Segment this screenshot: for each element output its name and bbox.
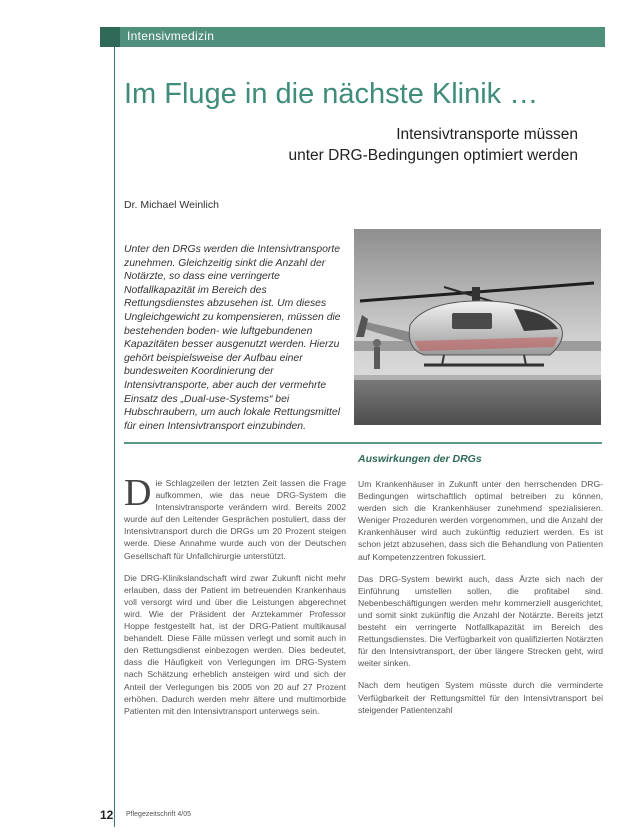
- section-header-marker: [100, 27, 120, 47]
- journal-name: Pflegezeitschrift 4/05: [126, 811, 191, 818]
- abstract: Unter den DRGs werden die Intensivtransporte zunehmen. Gleichzeitig sinkt die Anzahl der Notärzte, so dass eine verringerte Notfallkapazität im Bereich des Rettungsdienstes abzusehen ist. Um dieses Ungleichgewicht zu kompensieren, müssen die bestehenden boden- wie luftgebundenen Kapazitäten besser ausgenutzt werden. Hierzu gehört beispielsweise der Aufbau einer bundesweiten Koordinierung der Intensivtransporte, aber auch der vermehrte Einsatz des „Dual-use-Systems“ bei Hubschraubern, um auch lokale Rettungsmittel für einen Intensivtransport einzubinden.: [124, 244, 341, 432]
- right-section-heading: Auswirkungen der DRGs: [358, 453, 482, 465]
- helicopter-image: [354, 229, 601, 425]
- helicopter-photo: [354, 229, 601, 425]
- author: Dr. Michael Weinlich: [124, 199, 219, 211]
- right-paragraph-3: Nach dem heutigen System müsste durch die verminderte Verfügbarkeit der Rettungsmittel für den Intensivtransport bei steigender Patientenzahl: [358, 680, 603, 715]
- section-label: Intensivmedizin: [127, 29, 215, 43]
- page-number: 12: [100, 808, 114, 822]
- right-paragraph-2: Das DRG-System bewirkt auch, dass Ärzte sich nach der Einführung umstellen sollen, die profitabel sind. Nebenbeschäftigungen werden mehr kommerziell ausgerichtet, und somit sinkt zukünftig die Anzahl der Notärzte. Bereits jetzt besteht ein verringerte Notfallkapazität im Bereich des Rettungsdienstes. Die Verfügbarkeit von qualifizierten Notärzten für den Intensivtransport, der über längere Strecken geht, wird weiter sinken.: [358, 573, 603, 669]
- subtitle-line-1: Intensivtransporte müssen: [396, 126, 578, 143]
- right-column: [358, 478, 603, 716]
- subtitle-line-2: unter DRG-Bedingungen optimiert werden: [288, 147, 578, 164]
- margin-rule: [114, 47, 115, 827]
- left-paragraph-1: [124, 472, 346, 562]
- article-subtitle: [289, 124, 579, 166]
- right-paragraph-1: Um Krankenhäuser in Zukunft unter den herrschenden DRG-Bedingungen wirtschaftlich optimal betreiben zu können, werden sich die Krankenhäuser zunehmend spezialisieren. Weniger Prozeduren werden vorgenommen, und die Anzahl der Krankenhäuser wird auch zukünftig reduziert werden. Es ist schon jetzt abzusehen, dass sich die Behandlung von Patienten auf Kompetenzzentren fokussiert.: [358, 479, 603, 562]
- section-divider: [124, 442, 602, 444]
- left-column: [124, 472, 346, 717]
- drop-cap: D: [124, 472, 152, 514]
- left-paragraph-1-text: ie Schlagzeilen der letzten Zeit lassen die Frage aufkommen, wie das neue DRG-System die Intensivtransporte verändern wird. Bereits 2002 wurde auf den Leitender Gesprächen postuliert, dass der Intensivtransport durch die DRGs um 20 Prozent steigen werde. Diese Annahme wurde auch von der Deutschen Gesellschaft für Unfallchirurgie unterstützt.: [124, 478, 346, 561]
- left-paragraph-2: Die DRG-Klinikslandschaft wird zwar Zukunft nicht mehr erlauben, dass der Patient im betreuenden Krankenhaus voll versorgt wird und über die Leistungen abgerechnet wird. Wie der Präsident der Arztekammer Professor Hoppe festgestellt hat, ist der DRG-Patient multikausal behandelt. Diese Fälle müssen verlegt und somit auch in den Rettungsdienst einbezogen werden. Dies bedeutet, dass die Häufigkeit von Verlegungen im DRG-System nach Schätzung erheblich ansteigen wird und sich der Anteil der Verlegungen bis 2005 von 20 auf 27 Prozent erhöhen. Dadurch werden mehr ältere und multimorbide Patienten mit den Intensivtransport unterwegs sein.: [124, 572, 346, 716]
- article-headline: Im Fluge in die nächste Klinik …: [124, 78, 539, 110]
